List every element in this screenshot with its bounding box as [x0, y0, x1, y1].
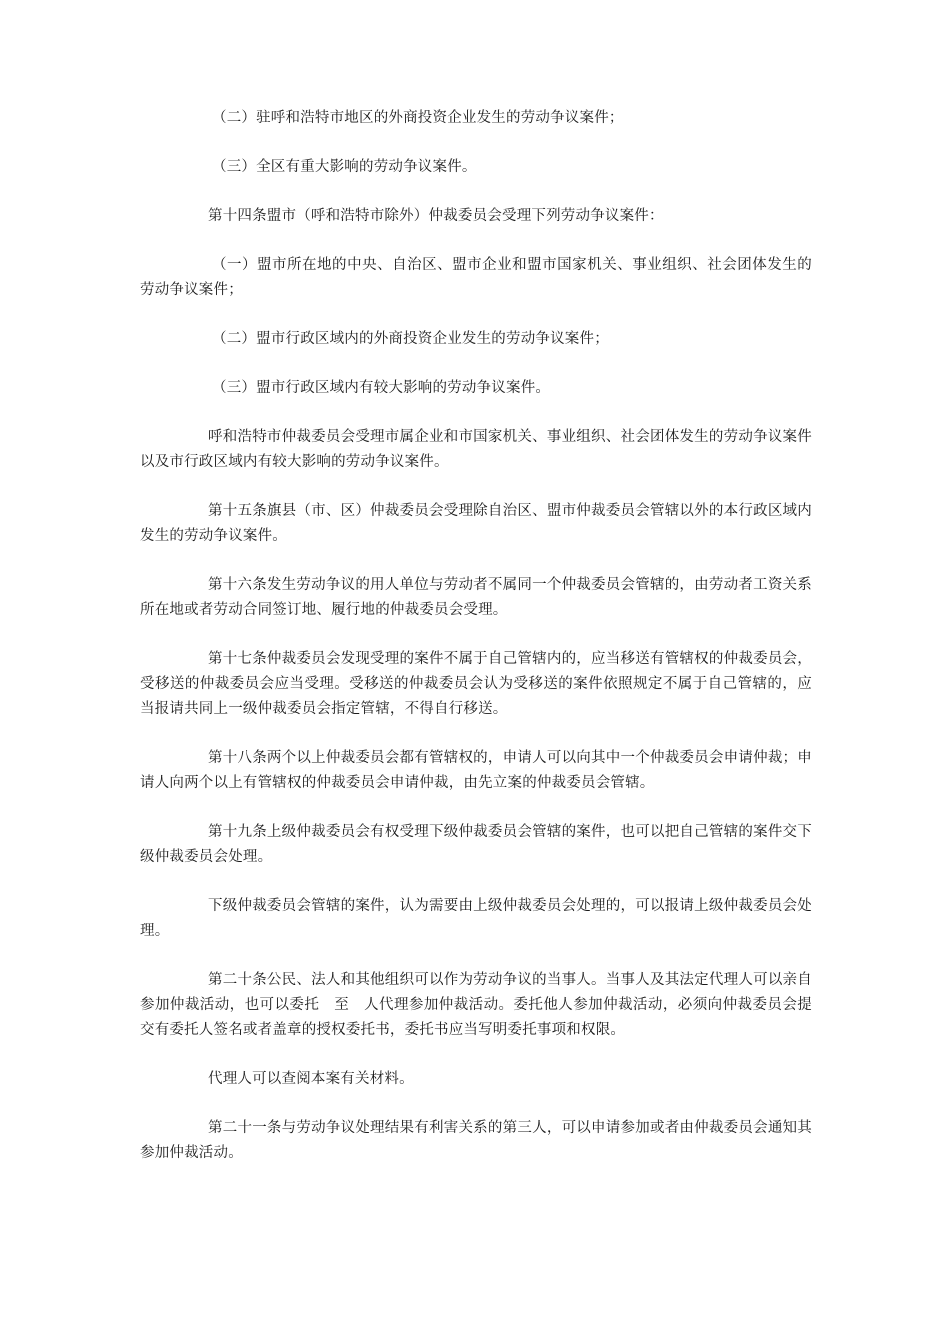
paragraph-2-2: （二）驻呼和浩特市地区的外商投资企业发生的劳动争议案件；	[212, 110, 624, 126]
article-19-lower: 下级仲裁委员会管辖的案件，认为需要由上级仲裁委员会处理的，可以报请上级仲裁委员会处理。	[140, 898, 812, 939]
article-18: 第十八条两个以上仲裁委员会都有管辖权的，申请人可以向其中一个仲裁委员会申请仲裁；申请人向两个以上有管辖权的仲裁委员会申请仲裁，由先立案的仲裁委员会管辖。	[140, 750, 812, 791]
article-14: 第十四条盟市（呼和浩特市除外）仲裁委员会受理下列劳动争议案件：	[208, 208, 664, 224]
article-14-item-1: （一）盟市所在地的中央、自治区、盟市企业和盟市国家机关、事业组织、社会团体发生的劳动争议案件；	[140, 257, 812, 298]
article-16: 第十六条发生劳动争议的用人单位与劳动者不属同一个仲裁委员会管辖的，由劳动者工资关系所在地或者劳动合同签订地、履行地的仲裁委员会受理。	[140, 577, 812, 618]
document-body	[140, 106, 812, 1190]
article-15: 第十五条旗县（市、区）仲裁委员会受理除自治区、盟市仲裁委员会管辖以外的本行政区域内发生的劳动争议案件。	[140, 503, 812, 544]
article-21: 第二十一条与劳动争议处理结果有利害关系的第三人，可以申请参加或者由仲裁委员会通知其参加仲裁活动。	[140, 1120, 812, 1161]
article-20-agent: 代理人可以查阅本案有关材料。	[208, 1071, 414, 1087]
article-19: 第十九条上级仲裁委员会有权受理下级仲裁委员会管辖的案件，也可以把自己管辖的案件交下级仲裁委员会处理。	[140, 824, 812, 865]
article-17: 第十七条仲裁委员会发现受理的案件不属于自己管辖内的，应当移送有管辖权的仲裁委员会，受移送的仲裁委员会应当受理。受移送的仲裁委员会认为受移送的案件依照规定不属于自己管辖的，应当报请共同上一级仲裁委员会指定管辖，不得自行移送。	[140, 651, 812, 717]
article-14-hohhot: 呼和浩特市仲裁委员会受理市属企业和市国家机关、事业组织、社会团体发生的劳动争议案件以及市行政区域内有较大影响的劳动争议案件。	[140, 429, 812, 470]
article-20: 第二十条公民、法人和其他组织可以作为劳动争议的当事人。当事人及其法定代理人可以亲自参加仲裁活动，也可以委托 至 人代理参加仲裁活动。委托他人参加仲裁活动，必须向仲裁委员会提交有委托人签名或者盖章的授权委托书，委托书应当写明委托事项和权限。	[140, 972, 812, 1038]
paragraph-2-3: （三）全区有重大影响的劳动争议案件。	[212, 159, 477, 175]
article-14-item-3: （三）盟市行政区域内有较大影响的劳动争议案件。	[212, 380, 551, 396]
article-14-item-2: （二）盟市行政区域内的外商投资企业发生的劳动争议案件；	[212, 331, 609, 347]
